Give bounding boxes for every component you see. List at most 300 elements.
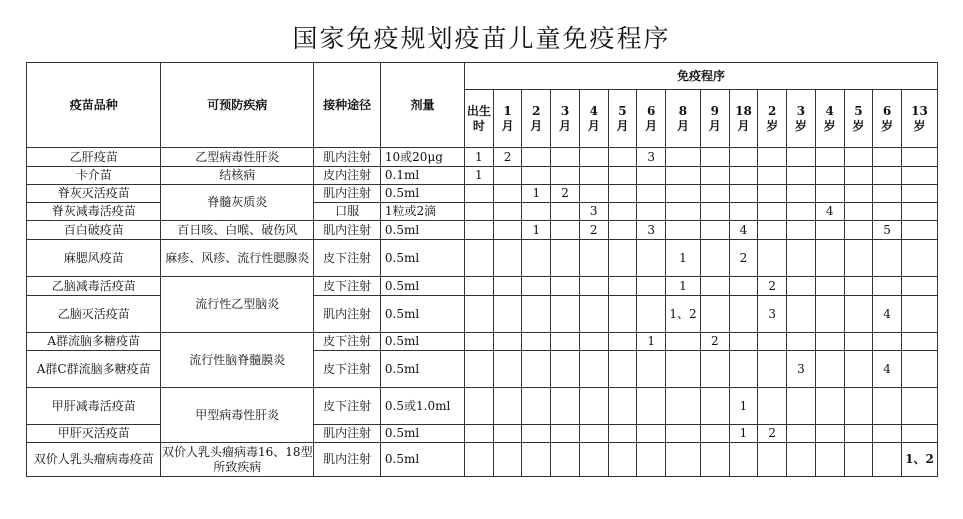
dose-mark-cell <box>815 388 844 425</box>
dose-mark-cell <box>608 148 637 167</box>
vaccine-name: 麻腮风疫苗 <box>27 240 161 277</box>
dose-mark-cell: 1 <box>465 148 494 167</box>
dose-mark-cell <box>579 167 608 185</box>
dose-mark-cell <box>901 296 937 333</box>
age-unit: 岁 <box>913 118 926 133</box>
age-value: 5 <box>854 103 863 118</box>
dose-mark-cell <box>844 203 873 221</box>
dose-mark-cell: 1 <box>666 240 701 277</box>
dose-mark-cell <box>522 148 551 167</box>
dose-mark-cell <box>465 221 494 240</box>
dose-mark-cell <box>522 425 551 443</box>
dose-mark-cell <box>901 167 937 185</box>
dose-mark-cell <box>551 443 580 477</box>
dose-mark-cell <box>666 167 701 185</box>
dose-mark-cell <box>700 148 729 167</box>
dose-mark-cell <box>901 185 937 203</box>
dose-mark-cell <box>758 388 787 425</box>
dose-mark-cell <box>579 277 608 296</box>
dose: 1粒或2滴 <box>380 203 464 221</box>
disease-name: 乙型病毒性肝炎 <box>161 148 314 167</box>
dose-mark-cell: 2 <box>700 333 729 351</box>
header-route: 接种途径 <box>314 63 381 148</box>
dose-mark-cell: 2 <box>758 425 787 443</box>
dose-mark-cell <box>901 221 937 240</box>
dose: 0.5ml <box>380 351 464 388</box>
age-value: 6 <box>882 103 892 118</box>
age-unit: 月 <box>645 118 658 133</box>
dose-mark-cell <box>758 148 787 167</box>
dose-mark-cell: 4 <box>873 351 902 388</box>
age-value: 1 <box>503 103 512 118</box>
dose-mark-cell <box>815 240 844 277</box>
dose-mark-cell <box>522 333 551 351</box>
age-value: 5 <box>618 103 627 118</box>
dose-mark-cell: 1 <box>522 185 551 203</box>
dose-mark-cell <box>465 296 494 333</box>
dose-mark-cell <box>493 240 522 277</box>
vaccine-name: 乙脑减毒活疫苗 <box>27 277 161 296</box>
route: 肌内注射 <box>314 148 381 167</box>
age-header-cell <box>493 90 522 148</box>
dose-mark-cell <box>758 167 787 185</box>
dose: 0.5ml <box>380 221 464 240</box>
dose-mark-cell <box>666 185 701 203</box>
age-value: 出生 <box>466 103 491 118</box>
route: 皮内注射 <box>314 167 381 185</box>
dose-mark-cell <box>666 203 701 221</box>
dose-mark-cell <box>815 148 844 167</box>
dose-mark-cell <box>493 221 522 240</box>
dose-mark-cell: 2 <box>551 185 580 203</box>
table-row <box>27 443 938 477</box>
dose-mark-cell: 4 <box>815 203 844 221</box>
immunization-schedule-table <box>26 62 938 477</box>
vaccine-name: 卡介苗 <box>27 167 161 185</box>
dose: 0.5ml <box>380 443 464 477</box>
dose-mark-cell: 4 <box>873 296 902 333</box>
dose-mark-cell <box>608 296 637 333</box>
vaccine-name: A群C群流脑多糖疫苗 <box>27 351 161 388</box>
age-header-cell <box>666 90 701 148</box>
dose-mark-cell <box>666 148 701 167</box>
route: 肌内注射 <box>314 185 381 203</box>
dose: 0.5ml <box>380 240 464 277</box>
dose-mark-cell <box>522 351 551 388</box>
vaccine-name: 脊灰减毒活疫苗 <box>27 203 161 221</box>
dose-mark-cell <box>579 240 608 277</box>
dose: 0.5ml <box>380 333 464 351</box>
dose-mark-cell: 1 <box>522 221 551 240</box>
dose-mark-cell <box>637 425 666 443</box>
dose-mark-cell <box>758 221 787 240</box>
dose-mark-cell <box>729 443 758 477</box>
dose-mark-cell <box>465 425 494 443</box>
age-unit: 月 <box>530 118 543 133</box>
vaccine-name: A群流脑多糖疫苗 <box>27 333 161 351</box>
dose-mark-cell <box>637 203 666 221</box>
dose-mark-cell <box>758 185 787 203</box>
dose-mark-cell: 2 <box>758 277 787 296</box>
vaccine-name: 双价人乳头瘤病毒疫苗 <box>27 443 161 477</box>
dose-mark-cell <box>844 148 873 167</box>
dose-mark-cell <box>729 185 758 203</box>
disease-name: 流行性乙型脑炎 <box>161 277 314 333</box>
dose-mark-cell <box>493 277 522 296</box>
age-unit: 月 <box>708 118 721 133</box>
dose-mark-cell: 1 <box>729 425 758 443</box>
age-header-cell <box>700 90 729 148</box>
table-row <box>27 221 938 240</box>
age-value: 4 <box>589 103 598 118</box>
dose-mark-cell <box>873 333 902 351</box>
dose-mark-cell <box>666 443 701 477</box>
age-unit: 时 <box>472 118 485 133</box>
dose-mark-cell <box>551 296 580 333</box>
dose-mark-cell <box>551 148 580 167</box>
table-row <box>27 333 938 351</box>
age-unit: 月 <box>559 118 572 133</box>
dose-mark-cell <box>608 277 637 296</box>
age-header-cell <box>729 90 758 148</box>
vaccine-name: 百白破疫苗 <box>27 221 161 240</box>
dose-mark-cell <box>873 148 902 167</box>
dose-mark-cell <box>901 425 937 443</box>
dose-mark-cell <box>608 203 637 221</box>
dose-mark-cell <box>551 425 580 443</box>
dose-mark-cell <box>873 277 902 296</box>
header-disease: 可预防疾病 <box>161 63 314 148</box>
dose-mark-cell <box>873 443 902 477</box>
age-header-cell <box>787 90 816 148</box>
dose-mark-cell <box>608 443 637 477</box>
dose-mark-cell <box>551 167 580 185</box>
disease-name: 麻疹、风疹、流行性腮腺炎 <box>161 240 314 277</box>
dose-mark-cell: 1、2 <box>666 296 701 333</box>
dose-mark-cell <box>758 240 787 277</box>
dose: 0.5ml <box>380 185 464 203</box>
dose-mark-cell <box>522 388 551 425</box>
dose-mark-cell: 1 <box>666 277 701 296</box>
disease-name: 甲型病毒性肝炎 <box>161 388 314 443</box>
dose-mark-cell <box>815 425 844 443</box>
dose-mark-cell <box>579 296 608 333</box>
dose-mark-cell <box>666 351 701 388</box>
age-unit: 月 <box>616 118 629 133</box>
dose-mark-cell: 3 <box>579 203 608 221</box>
dose-mark-cell <box>522 277 551 296</box>
dose-mark-cell <box>844 388 873 425</box>
age-header-cell <box>815 90 844 148</box>
dose-mark-cell <box>787 203 816 221</box>
dose-mark-cell: 3 <box>758 296 787 333</box>
dose: 0.1ml <box>380 167 464 185</box>
dose-mark-cell <box>700 277 729 296</box>
dose-mark-cell <box>608 425 637 443</box>
dose-mark-cell <box>815 167 844 185</box>
age-header-cell <box>758 90 787 148</box>
dose-mark-cell <box>787 240 816 277</box>
dose-mark-cell <box>666 333 701 351</box>
dose-mark-cell: 3 <box>637 148 666 167</box>
dose-mark-cell <box>815 333 844 351</box>
dose-mark-cell <box>608 333 637 351</box>
dose-mark-cell <box>579 388 608 425</box>
age-header-cell <box>637 90 666 148</box>
dose-mark-cell <box>815 296 844 333</box>
route: 肌内注射 <box>314 296 381 333</box>
dose-mark-cell <box>700 388 729 425</box>
dose-mark-cell <box>758 203 787 221</box>
age-value: 4 <box>825 103 834 118</box>
dose-mark-cell <box>493 351 522 388</box>
dose-mark-cell <box>700 425 729 443</box>
disease-name: 脊髓灰质炎 <box>161 185 314 221</box>
dose-mark-cell <box>815 351 844 388</box>
dose-mark-cell <box>844 443 873 477</box>
dose-mark-cell <box>551 351 580 388</box>
age-value: 3 <box>796 103 806 118</box>
dose-mark-cell <box>700 240 729 277</box>
dose-mark-cell: 1 <box>637 333 666 351</box>
route: 肌内注射 <box>314 443 381 477</box>
dose-mark-cell <box>608 240 637 277</box>
age-header-cell <box>522 90 551 148</box>
dose-mark-cell: 2 <box>579 221 608 240</box>
dose-mark-cell <box>579 443 608 477</box>
dose-mark-cell <box>815 221 844 240</box>
vaccine-name: 甲肝减毒活疫苗 <box>27 388 161 425</box>
age-header-cell <box>579 90 608 148</box>
dose-mark-cell <box>844 333 873 351</box>
dose-mark-cell <box>637 185 666 203</box>
dose-mark-cell <box>729 351 758 388</box>
dose-mark-cell <box>608 221 637 240</box>
dose-mark-cell <box>901 351 937 388</box>
dose-mark-cell <box>637 388 666 425</box>
dose-mark-cell <box>901 277 937 296</box>
dose-mark-cell <box>787 333 816 351</box>
dose-mark-cell <box>729 333 758 351</box>
dose-mark-cell <box>844 277 873 296</box>
dose-mark-cell <box>522 240 551 277</box>
dose-mark-cell <box>551 277 580 296</box>
dose-mark-cell <box>901 388 937 425</box>
route: 皮下注射 <box>314 388 381 425</box>
dose-mark-cell <box>522 167 551 185</box>
dose-mark-cell <box>522 296 551 333</box>
dose-mark-cell: 3 <box>637 221 666 240</box>
age-header-cell <box>551 90 580 148</box>
dose-mark-cell <box>787 277 816 296</box>
disease-name: 结核病 <box>161 167 314 185</box>
age-value: 8 <box>678 103 688 118</box>
route: 皮下注射 <box>314 240 381 277</box>
dose-mark-cell <box>700 296 729 333</box>
dose-mark-cell: 1、2 <box>901 443 937 477</box>
dose-mark-cell <box>608 388 637 425</box>
dose-mark-cell <box>787 148 816 167</box>
table-row <box>27 167 938 185</box>
dose-mark-cell <box>465 185 494 203</box>
dose-mark-cell <box>551 221 580 240</box>
table-row <box>27 185 938 203</box>
dose-mark-cell: 2 <box>729 240 758 277</box>
dose-mark-cell <box>493 296 522 333</box>
route: 口服 <box>314 203 381 221</box>
dose-mark-cell <box>666 221 701 240</box>
dose-mark-cell <box>758 333 787 351</box>
dose-mark-cell <box>465 443 494 477</box>
dose-mark-cell <box>873 185 902 203</box>
dose-mark-cell <box>493 388 522 425</box>
dose-mark-cell <box>465 333 494 351</box>
dose: 0.5或1.0ml <box>380 388 464 425</box>
header-schedule: 免疫程序 <box>465 63 938 90</box>
dose-mark-cell <box>901 148 937 167</box>
dose: 0.5ml <box>380 425 464 443</box>
table-row <box>27 240 938 277</box>
dose-mark-cell <box>815 443 844 477</box>
dose-mark-cell <box>844 240 873 277</box>
dose-mark-cell: 1 <box>465 167 494 185</box>
dose-mark-cell <box>493 443 522 477</box>
dose-mark-cell <box>637 240 666 277</box>
dose-mark-cell <box>579 351 608 388</box>
dose-mark-cell <box>787 443 816 477</box>
dose-mark-cell <box>873 203 902 221</box>
table-row <box>27 148 938 167</box>
dose-mark-cell <box>579 148 608 167</box>
age-unit: 月 <box>737 118 750 133</box>
dose-mark-cell <box>700 203 729 221</box>
dose-mark-cell <box>608 185 637 203</box>
dose: 0.5ml <box>380 277 464 296</box>
age-value: 13 <box>911 103 928 118</box>
age-header-cell <box>901 90 937 148</box>
dose-mark-cell <box>844 167 873 185</box>
dose-mark-cell <box>787 425 816 443</box>
age-value: 9 <box>710 103 719 118</box>
dose-mark-cell <box>551 388 580 425</box>
age-header-cell <box>873 90 902 148</box>
dose-mark-cell <box>666 425 701 443</box>
vaccine-name: 乙肝疫苗 <box>27 148 161 167</box>
age-unit: 岁 <box>766 118 779 133</box>
dose-mark-cell: 5 <box>873 221 902 240</box>
dose-mark-cell: 4 <box>729 221 758 240</box>
dose-mark-cell <box>700 221 729 240</box>
dose-mark-cell <box>873 240 902 277</box>
dose-mark-cell <box>844 185 873 203</box>
dose-mark-cell <box>787 185 816 203</box>
vaccine-name: 乙脑灭活疫苗 <box>27 296 161 333</box>
dose-mark-cell: 1 <box>729 388 758 425</box>
age-unit: 岁 <box>823 118 836 133</box>
dose-mark-cell <box>787 221 816 240</box>
table-row <box>27 388 938 425</box>
dose-mark-cell <box>608 351 637 388</box>
vaccine-name: 脊灰灭活疫苗 <box>27 185 161 203</box>
dose-mark-cell <box>522 203 551 221</box>
dose-mark-cell <box>522 443 551 477</box>
dose-mark-cell <box>729 167 758 185</box>
disease-name: 双价人乳头瘤病毒16、18型所致疾病 <box>161 443 314 477</box>
dose-mark-cell <box>901 333 937 351</box>
age-header-cell <box>844 90 873 148</box>
dose-mark-cell <box>729 148 758 167</box>
age-unit: 岁 <box>794 118 807 133</box>
age-unit: 月 <box>587 118 600 133</box>
dose-mark-cell <box>700 167 729 185</box>
dose-mark-cell <box>901 203 937 221</box>
dose-mark-cell <box>465 203 494 221</box>
dose-mark-cell <box>579 333 608 351</box>
dose-mark-cell: 2 <box>493 148 522 167</box>
vaccine-name: 甲肝灭活疫苗 <box>27 425 161 443</box>
dose-mark-cell <box>815 277 844 296</box>
dose-mark-cell <box>815 185 844 203</box>
route: 皮下注射 <box>314 351 381 388</box>
age-unit: 岁 <box>852 118 865 133</box>
dose-mark-cell <box>758 351 787 388</box>
age-header-cell <box>465 90 494 148</box>
dose: 0.5ml <box>380 296 464 333</box>
dose-mark-cell <box>873 388 902 425</box>
header-dose: 剂量 <box>380 63 464 148</box>
dose-mark-cell <box>551 333 580 351</box>
dose-mark-cell <box>787 167 816 185</box>
dose-mark-cell <box>493 203 522 221</box>
dose-mark-cell <box>844 221 873 240</box>
dose-mark-cell <box>758 443 787 477</box>
dose-mark-cell <box>700 443 729 477</box>
dose-mark-cell <box>844 296 873 333</box>
age-value: 6 <box>647 103 656 118</box>
dose-mark-cell <box>787 296 816 333</box>
route: 皮下注射 <box>314 333 381 351</box>
age-unit: 月 <box>501 118 514 133</box>
dose: 10或20μg <box>380 148 464 167</box>
dose-mark-cell <box>729 296 758 333</box>
dose-mark-cell <box>637 277 666 296</box>
dose-mark-cell <box>465 388 494 425</box>
dose-mark-cell <box>787 388 816 425</box>
dose-mark-cell <box>551 203 580 221</box>
dose-mark-cell <box>608 167 637 185</box>
age-unit: 月 <box>676 118 689 133</box>
age-unit: 岁 <box>881 118 894 133</box>
dose-mark-cell <box>873 167 902 185</box>
disease-name: 流行性脑脊髓膜炎 <box>161 333 314 388</box>
dose-mark-cell <box>465 351 494 388</box>
dose-mark-cell <box>637 351 666 388</box>
dose-mark-cell <box>493 333 522 351</box>
route: 肌内注射 <box>314 221 381 240</box>
age-value: 2 <box>532 103 541 118</box>
age-value: 18 <box>735 103 752 118</box>
dose-mark-cell <box>729 277 758 296</box>
dose-mark-cell <box>493 167 522 185</box>
age-value: 3 <box>560 103 570 118</box>
dose-mark-cell <box>844 351 873 388</box>
dose-mark-cell <box>700 351 729 388</box>
age-value: 2 <box>768 103 777 118</box>
dose-mark-cell <box>729 203 758 221</box>
age-header-cell <box>608 90 637 148</box>
dose-mark-cell <box>465 277 494 296</box>
dose-mark-cell <box>637 167 666 185</box>
